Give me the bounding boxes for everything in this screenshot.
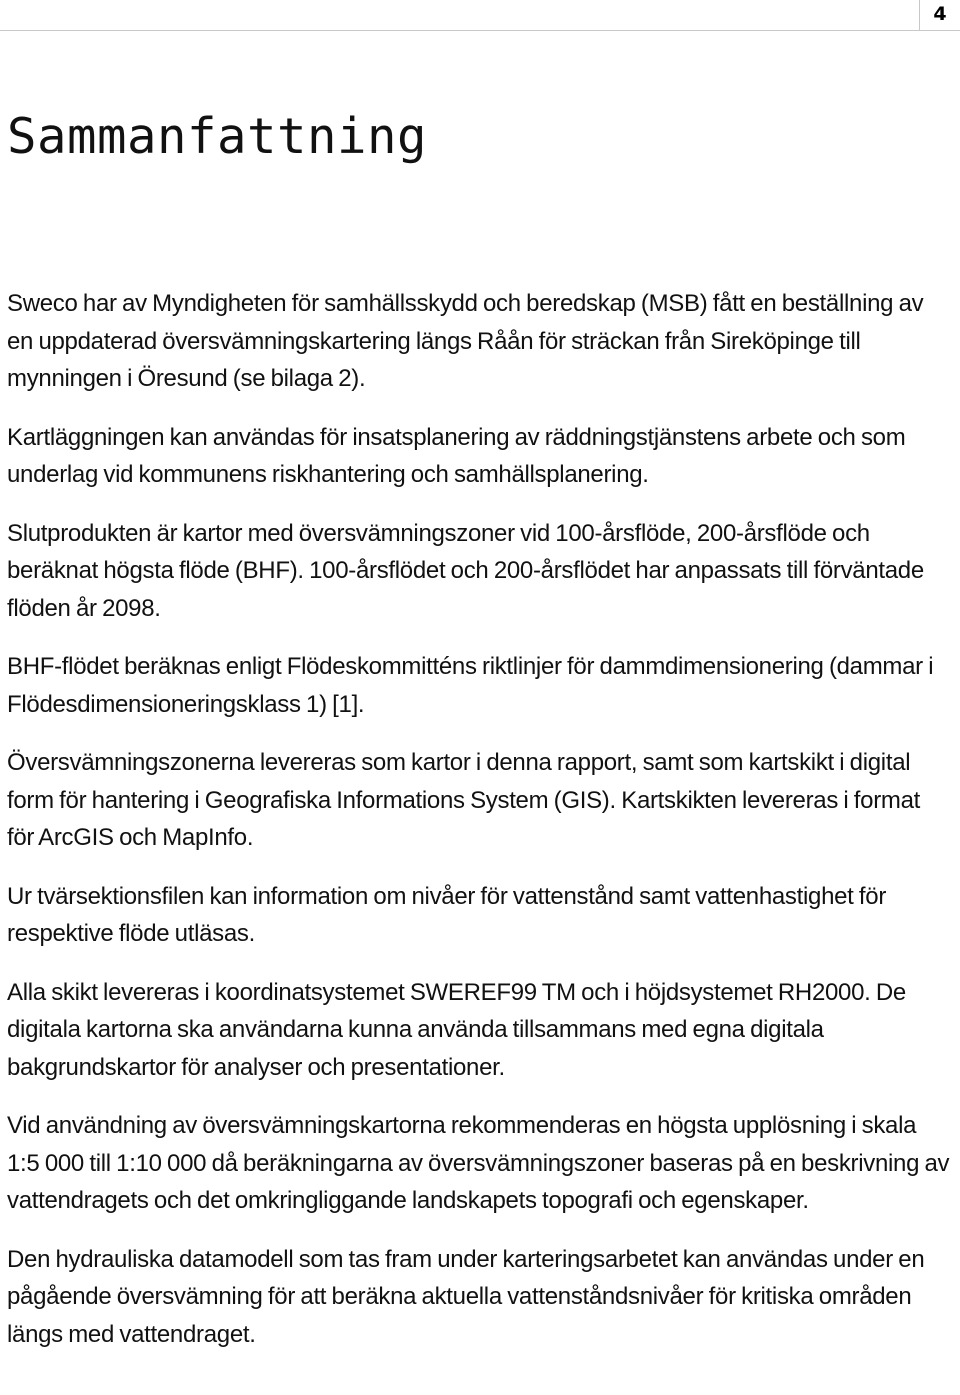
paragraph-hydraulic-model: Den hydrauliska datamodell som tas fram under karteringsarbetet kan användas under en pågående översvämning för att beräkna aktuella vattenståndsnivåer för kritiska områden längs med vattendraget. [7, 1245, 925, 1348]
paragraph-intro: Sweco har av Myndigheten för samhällsskydd och beredskap (MSB) fått en beställning av en uppdaterad översvämningskartering längs Råån för sträckan från Sireköpinge till mynningen i Öresund (se bilaga 2). [7, 290, 924, 392]
paragraph-resolution: Vid användning av översvämningskartorna rekommenderas en högsta upplösning i skala 1:5 000 till 1:10 000 då beräkningarna av översvämningszoner baseras på en beskrivning av vattendragets och det omkringliggande landskapets topografi och egenskaper. [7, 1112, 950, 1214]
paragraph-coordinate-system: Alla skikt levereras i koordinatsystemet SWEREF99 TM och i höjdsystemet RH2000. De digitala kartorna ska användarna kunna använda tillsammans med egna digitala bakgrundskartor för analyser och presentationer. [7, 978, 906, 1081]
body-text [7, 285, 952, 1374]
paragraph-bhf: BHF-flödet beräknas enligt Flödeskommitténs riktlinjer för dammdimensionering (dammar i Flödesdimensioneringsklass 1) [1]. [7, 653, 934, 718]
paragraph-cross-section: Ur tvärsektionsfilen kan information om nivåer för vattenstånd samt vattenhastighet för respektive flöde utläsas. [7, 882, 887, 947]
paragraph-end-product: Slutprodukten är kartor med översvämningszoner vid 100-årsflöde, 200-årsflöde och beräknat högsta flöde (BHF). 100-årsflödet och 200-årsflödet har anpassats till förväntade flöden år 2098. [7, 519, 924, 622]
page-number: 4 [919, 0, 960, 31]
page-title: Sammanfattning [7, 108, 428, 165]
paragraph-usage: Kartläggningen kan användas för insatsplanering av räddningstjänstens arbete och som underlag vid kommunens riskhantering och samhällsplanering. [7, 423, 906, 488]
header-divider [0, 30, 920, 31]
paragraph-delivery: Översvämningszonerna levereras som kartor i denna rapport, samt som kartskikt i digital form för hantering i Geografiska Informations System (GIS). Kartskikten levereras i format för ArcGIS och MapInfo. [7, 749, 921, 851]
